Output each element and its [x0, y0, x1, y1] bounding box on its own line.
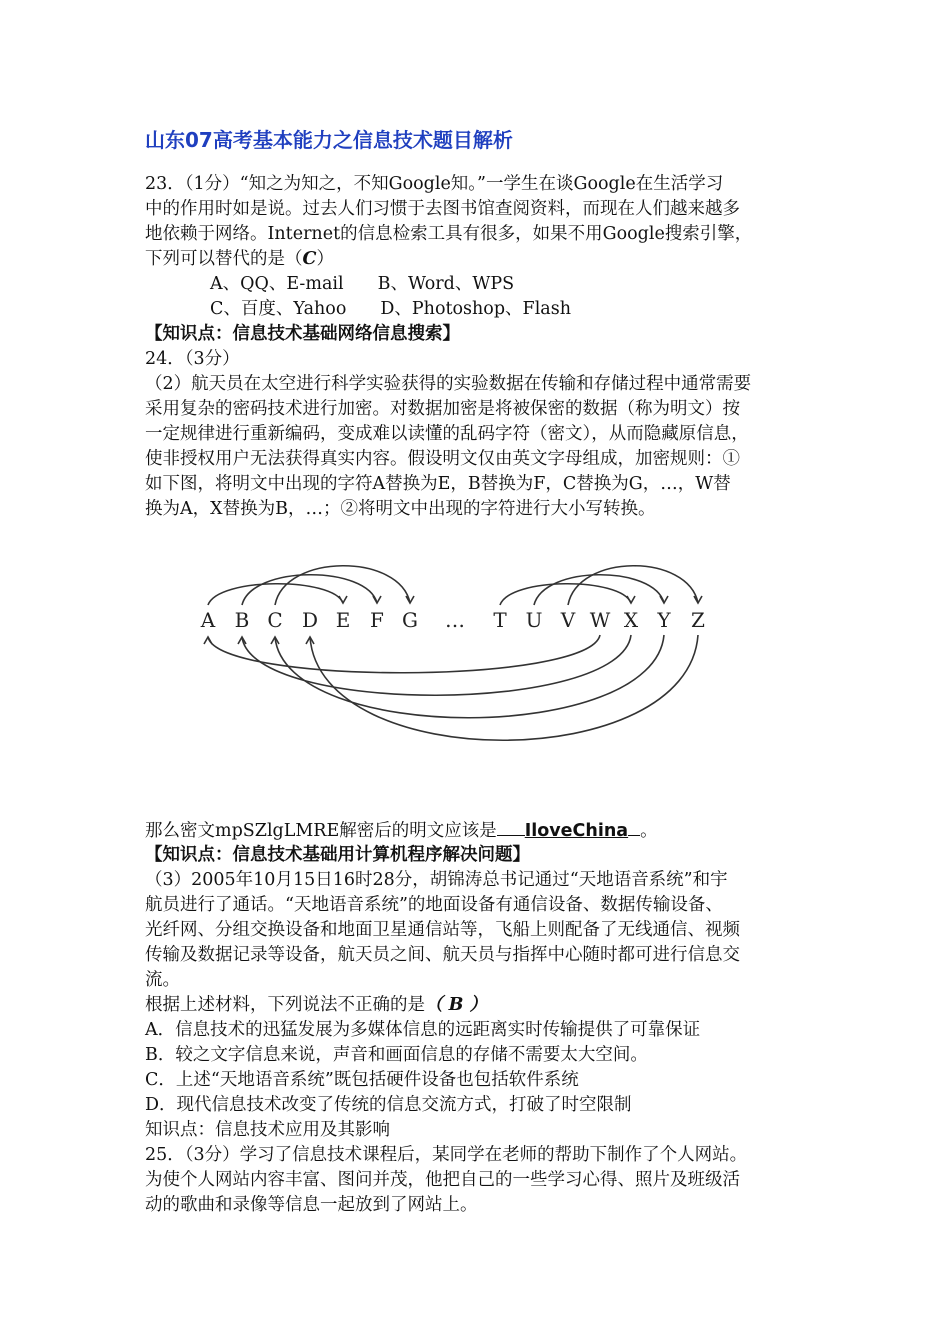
- q3-option-a: A．信息技术的迅猛发展为多媒体信息的远距离实时传输提供了可靠保证: [145, 1020, 701, 1040]
- q24-cipher-end: 。: [640, 821, 658, 841]
- q24-knowledge-point: 【知识点：信息技术基础用计算机程序解决问题】: [145, 845, 530, 865]
- q24-cipher-answer: IloveChina: [524, 821, 629, 841]
- q3-option-c: C．上述“天地语音系统”既包括硬件设备也包括软件系统: [145, 1070, 579, 1090]
- q24-cipher-question: [145, 818, 658, 844]
- lower-arc-x-b: [242, 635, 631, 695]
- upper-arc-c-g: [275, 566, 410, 605]
- q23-prompt-end: ）: [316, 249, 334, 269]
- q23-text-line-1: 23．（1分）“知之为知之，不知Google知。”一学生在谈Google在生活学习: [145, 174, 724, 194]
- q25-text-line-3: 动的歌曲和录像等信息一起放到了网站上。: [145, 1195, 478, 1215]
- q24-text-line-4: 使非授权用户无法获得真实内容。假设明文仅由英文字母组成，加密规则：①: [145, 449, 740, 469]
- q3-text-line-1: （3）2005年10月15日16时28分，胡锦涛总书记通过“天地语音系统”和宇: [145, 870, 728, 890]
- q24-text-line-5: 如下图，将明文中出现的字符A替换为E，B替换为F，C替换为G，…，W替: [145, 474, 731, 494]
- q25-text-line-2: 为使个人网站内容丰富、图问并茂，他把自己的一些学习心得、照片及班级活: [145, 1170, 740, 1190]
- q23-text-line-3: 地依赖于网络。Internet的信息检索工具有很多，如果不用Google搜索引擎，: [145, 224, 753, 244]
- diagram-letter-z: Z: [691, 608, 705, 632]
- diagram-letter-u: U: [525, 608, 543, 632]
- upper-arc-b-f: [242, 575, 377, 605]
- diagram-letter-x: X: [623, 608, 639, 632]
- cipher-shift-diagram: [180, 555, 740, 755]
- arrowhead: [627, 596, 635, 603]
- q23-knowledge-point: 【知识点：信息技术基础网络信息搜索】: [145, 324, 460, 344]
- diagram-letter-d: D: [301, 608, 319, 632]
- q3-question-prompt: 根据上述材料，下列说法不正确的是: [145, 995, 425, 1015]
- diagram-letter-b: B: [234, 608, 250, 632]
- q24-text-line-1: （2）航天员在太空进行科学实验获得的实验数据在传输和存储过程中通常需要: [145, 374, 752, 394]
- q24-text-line-6: 换为A，X替换为B，…；②将明文中出现的字符进行大小写转换。: [145, 499, 656, 519]
- q24-text-line-2: 采用复杂的密码技术进行加密。对数据加密是将被保密的数据（称为明文）按: [145, 399, 740, 419]
- q23-answer: C: [302, 249, 317, 269]
- q23-options-row-1: [210, 272, 514, 297]
- diagram-letter-f: F: [370, 608, 384, 632]
- q3-option-b: B．较之文字信息来说，声音和画面信息的存储不需要太大空间。: [145, 1045, 648, 1065]
- arrowhead: [204, 637, 212, 644]
- diagram-letter-c: C: [267, 608, 283, 632]
- upper-arc-t-x: [500, 584, 631, 605]
- q23-options-row-2: [210, 297, 571, 322]
- q24-text-line-3: 一定规律进行重新编码，变成难以读懂的乱码字符（密文），从而隐藏原信息，: [145, 424, 749, 444]
- diagram-letter-g: G: [402, 608, 418, 632]
- q3-text-line-4: 传输及数据记录等设备，航天员之间、航天员与指挥中心随时都可进行信息交: [145, 945, 740, 965]
- q25-text-line-1: 25．（3分）学习了信息技术课程后，某同学在老师的帮助下制作了个人网站。: [145, 1145, 748, 1165]
- q3-text-line-2: 航员进行了通话。“天地语音系统”的地面设备有通信设备、数据传输设备、: [145, 895, 723, 915]
- diagram-letter-e: E: [335, 608, 351, 632]
- q23-text-line-4: [145, 247, 334, 272]
- lower-arc-z-d: [310, 635, 698, 740]
- diagram-letter-y: Y: [657, 608, 671, 632]
- arrowhead: [660, 596, 668, 603]
- q23-prompt: 下列可以替代的是（: [145, 249, 303, 269]
- q24-cipher-prompt: 那么密文mpSZlgLMRE解密后的明文应该是: [145, 821, 497, 841]
- arrowhead: [373, 596, 381, 603]
- arrowhead: [406, 596, 414, 603]
- q24-header: 24．（3分）: [145, 349, 240, 369]
- q23-option-c: C、百度、Yahoo: [210, 299, 347, 319]
- q23-option-d: D、Photoshop、Flash: [380, 299, 571, 319]
- q3-text-line-3: 光纤网、分组交换设备和地面卫星通信站等，飞船上则配备了无线通信、视频: [145, 920, 740, 940]
- arrowhead: [339, 596, 347, 603]
- q23-option-b: B、Word、WPS: [377, 274, 515, 294]
- diagram-letter-a: A: [200, 608, 216, 632]
- arrowhead: [694, 596, 702, 603]
- q3-answer: （ B ）: [425, 995, 487, 1015]
- q23-text-line-2: 中的作用时如是说。过去人们习惯于去图书馆查阅资料，而现在人们越来越多: [145, 199, 740, 219]
- q3-text-line-5: 流。: [145, 970, 180, 990]
- q3-question: [145, 993, 487, 1018]
- diagram-letter-w: W: [589, 608, 611, 632]
- q3-knowledge-point: 知识点：信息技术应用及其影响: [145, 1120, 390, 1140]
- diagram-letter-ellipsis: …: [445, 608, 465, 632]
- diagram-letter-t: T: [493, 608, 507, 632]
- upper-arc-u-y: [534, 575, 664, 605]
- lower-arc-y-c: [275, 635, 664, 718]
- q3-option-d: D．现代信息技术改变了传统的信息交流方式，打破了时空限制: [145, 1095, 632, 1115]
- q23-option-a: A、QQ、E-mail: [210, 274, 344, 294]
- document-title: 山东07高考基本能力之信息技术题目解析: [145, 128, 513, 152]
- diagram-letter-v: V: [560, 608, 576, 632]
